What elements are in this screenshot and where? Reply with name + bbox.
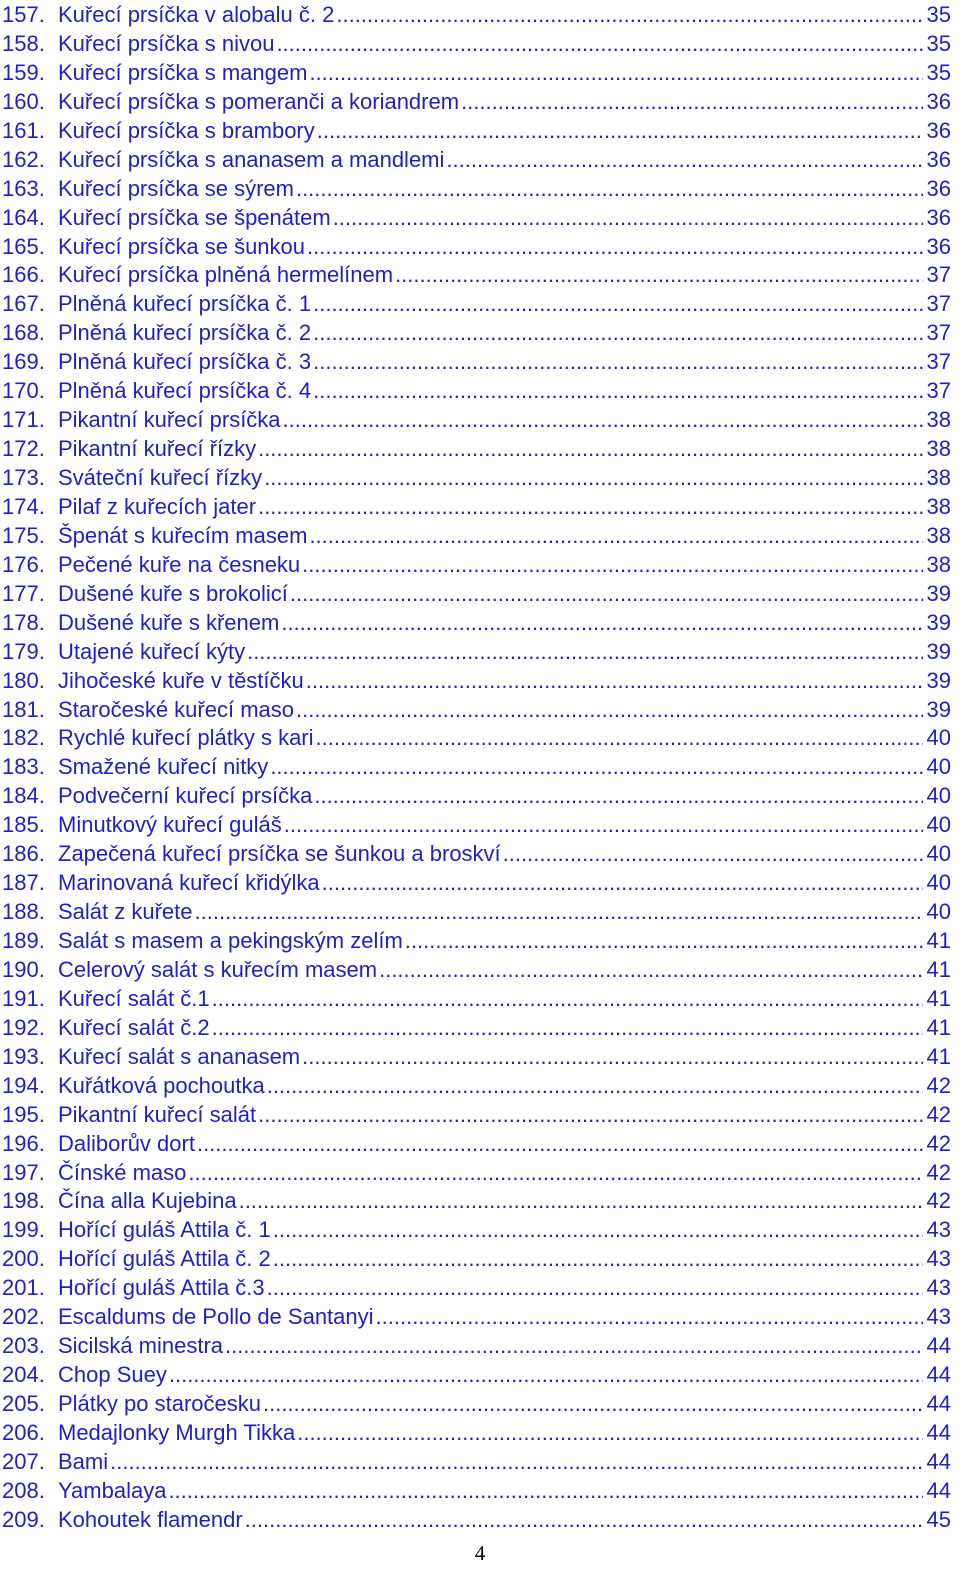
toc-entry-number: 187. [2,870,45,896]
toc-entry-title[interactable]: Kuřecí prsíčka se sýrem [58,175,294,201]
toc-entry-page[interactable]: 42 [926,1101,951,1127]
toc-entry-number: 165. [2,233,45,259]
toc-entry-title[interactable]: Plněná kuřecí prsíčka č. 3 [58,349,312,375]
toc-entry-page[interactable]: 40 [926,870,951,896]
toc-entry-page[interactable]: 35 [926,2,951,27]
toc-entry-number: 196. [2,1130,45,1156]
toc-entry-page[interactable]: 44 [926,1477,951,1503]
toc-dot-leader [395,261,923,290]
toc-dot-leader [245,1506,923,1535]
toc-dot-leader [273,1245,923,1274]
toc-entry-number: 166. [2,262,45,288]
toc-dot-leader [273,1216,923,1245]
toc-entry-number: 185. [2,812,45,838]
toc-entry-number: 167. [2,291,45,317]
toc-entry-title[interactable]: Pikantní kuřecí řízky [58,436,257,462]
toc-entry-page[interactable]: 44 [926,1362,951,1388]
toc-entry-number: 174. [2,493,45,519]
toc-entry-number: 159. [2,59,45,85]
page-number: 4 [474,1541,486,1565]
toc-entry-title[interactable]: Kohoutek flamendr [58,1506,243,1532]
toc-entry-title[interactable]: Kuřecí prsíčka s ananasem a mandlemi [58,146,445,172]
toc-entry[interactable] [2,406,951,435]
toc-dot-leader [503,840,923,869]
toc-entry[interactable] [2,956,951,985]
toc-entry-page[interactable]: 40 [926,899,951,925]
toc-entry-number: 198. [2,1188,45,1214]
table-of-contents [2,1,951,1535]
toc-entry-title[interactable]: Hořící guláš Attila č. 2 [58,1246,271,1272]
toc-entry[interactable] [2,204,951,233]
toc-entry-number: 189. [2,928,45,953]
toc-entry-title[interactable]: Rychlé kuřecí plátky s kari [58,725,314,751]
toc-entry-number: 192. [2,1014,45,1040]
toc-dot-leader [195,898,923,927]
toc-entry-page[interactable]: 39 [926,667,951,693]
toc-entry-page[interactable]: 44 [926,1448,951,1474]
toc-dot-leader [314,782,923,811]
toc-entry-number: 181. [2,696,45,722]
toc-entry-number: 169. [2,349,45,375]
toc-entry-number: 175. [2,522,45,548]
toc-dot-leader [276,30,923,59]
toc-entry-number: 206. [2,1419,45,1445]
toc-entry-title[interactable]: Plněná kuřecí prsíčka č. 4 [58,378,312,404]
toc-dot-leader [267,1274,923,1303]
toc-entry-title[interactable]: Daliborův dort [58,1130,195,1156]
toc-dot-leader [336,1,923,30]
toc-entry[interactable] [2,1072,951,1101]
toc-dot-leader [258,1101,923,1130]
toc-entry[interactable] [2,522,951,551]
toc-dot-leader [283,406,923,435]
toc-entry-title[interactable]: Salát z kuřete [58,899,193,925]
toc-entry-number: 157. [2,2,45,27]
toc-entry-number: 194. [2,1072,45,1098]
toc-dot-leader [307,233,923,262]
toc-entry-title[interactable]: Čínské maso [58,1159,187,1185]
toc-entry[interactable] [2,1332,951,1361]
toc-entry-page[interactable]: 37 [926,320,951,346]
toc-dot-leader [376,1303,923,1332]
toc-dot-leader [313,348,923,377]
toc-entry-page[interactable]: 38 [926,493,951,519]
toc-entry[interactable] [2,638,951,667]
toc-dot-leader [264,464,923,493]
toc-entry[interactable] [2,1274,951,1303]
toc-entry-title[interactable]: Kuřecí prsíčka s brambory [58,117,315,143]
toc-entry[interactable] [2,435,951,464]
toc-entry-number: 199. [2,1217,45,1243]
toc-entry-number: 172. [2,436,45,462]
toc-entry-number: 188. [2,899,45,925]
toc-entry-title[interactable]: Salát s masem a pekingským zelím [58,928,403,953]
toc-dot-leader [446,146,923,175]
toc-entry[interactable] [2,1014,951,1043]
toc-entry-title[interactable]: Pečené kuře na česneku [58,551,301,577]
toc-entry-page[interactable]: 41 [926,985,951,1011]
toc-entry-page[interactable]: 39 [926,609,951,635]
toc-entry-page[interactable]: 43 [926,1217,951,1243]
toc-entry[interactable] [2,146,951,175]
toc-entry-title[interactable]: Kuřátková pochoutka [58,1072,265,1098]
toc-entry-title[interactable]: Utajené kuřecí kýty [58,638,246,664]
toc-entry[interactable] [2,811,951,840]
toc-dot-leader [188,1159,923,1188]
toc-entry-page[interactable]: 41 [926,956,951,982]
toc-dot-leader [110,1448,923,1477]
toc-entry-page[interactable]: 37 [926,349,951,375]
toc-entry-title[interactable]: Yambalaya [58,1477,167,1503]
toc-dot-leader [168,1477,923,1506]
toc-entry[interactable] [2,609,951,638]
toc-entry-title[interactable]: Medajlonky Murgh Tikka [58,1419,296,1445]
toc-entry-page[interactable]: 43 [926,1275,951,1301]
toc-entry-title[interactable]: Chop Suey [58,1362,167,1388]
toc-dot-leader [281,609,923,638]
toc-entry-number: 162. [2,146,45,172]
toc-entry[interactable] [2,348,951,377]
toc-entry-title[interactable]: Podvečerní kuřecí prsíčka [58,783,313,809]
toc-entry-page[interactable]: 37 [926,378,951,404]
toc-entry-number: 197. [2,1159,45,1185]
toc-dot-leader [169,1361,923,1390]
toc-entry-page[interactable]: 39 [926,638,951,664]
toc-entry-page[interactable]: 39 [926,696,951,722]
toc-entry[interactable] [2,840,951,869]
toc-entry-number: 201. [2,1275,45,1301]
toc-entry[interactable] [2,1159,951,1188]
toc-entry[interactable] [2,30,951,59]
toc-entry[interactable] [2,1216,951,1245]
toc-entry-page[interactable]: 36 [926,146,951,172]
toc-entry-title[interactable]: Kuřecí prsíčka s nivou [58,30,275,56]
toc-entry-title[interactable]: Kuřecí prsíčka se špenátem [58,204,331,230]
toc-entry-title[interactable]: Bami [58,1448,109,1474]
toc-entry-number: 164. [2,204,45,230]
toc-entry-page[interactable]: 44 [926,1333,951,1359]
toc-dot-leader [212,985,923,1014]
toc-entry[interactable] [2,753,951,782]
toc-entry-page[interactable]: 40 [926,812,951,838]
toc-entry[interactable] [2,377,951,406]
toc-dot-leader [263,1390,923,1419]
toc-entry[interactable] [2,1,951,30]
toc-entry[interactable] [2,782,951,811]
toc-dot-leader [379,956,923,985]
toc-entry-number: 178. [2,609,45,635]
toc-entry[interactable] [2,551,951,580]
toc-entry-number: 163. [2,175,45,201]
toc-entry-number: 180. [2,667,45,693]
toc-entry-title[interactable]: Špenát s kuřecím masem [58,522,308,548]
toc-dot-leader [309,59,923,88]
toc-entry[interactable] [2,1245,951,1274]
toc-entry-title[interactable]: Kuřecí salát č.2 [58,1014,210,1040]
toc-dot-leader [197,1130,923,1159]
toc-entry[interactable] [2,175,951,204]
toc-entry-title[interactable]: Kuřecí prsíčka se šunkou [58,233,306,259]
toc-dot-leader [306,667,923,696]
toc-dot-leader [290,580,923,609]
toc-entry-title[interactable]: Sicilská minestra [58,1333,224,1359]
toc-entry-page[interactable]: 38 [926,551,951,577]
toc-entry[interactable] [2,1419,951,1448]
toc-entry-title[interactable]: Kuřecí prsíčka v alobalu č. 2 [58,2,335,27]
toc-entry-number: 205. [2,1391,45,1416]
toc-entry-number: 176. [2,551,45,577]
toc-entry-title[interactable]: Minutkový kuřecí guláš [58,812,282,838]
toc-dot-leader [267,1072,923,1101]
toc-dot-leader [309,522,923,551]
toc-entry[interactable] [2,898,951,927]
toc-entry-title[interactable]: Zapečená kuřecí prsíčka se šunkou a broskví [58,841,501,867]
toc-dot-leader [302,1043,923,1072]
toc-entry-title[interactable]: Jihočeské kuře v těstíčku [58,667,304,693]
toc-dot-leader [333,204,923,233]
toc-dot-leader [405,927,923,956]
toc-entry-number: 168. [2,320,45,346]
toc-entry-page[interactable]: 37 [926,262,951,288]
toc-entry-page[interactable]: 35 [926,30,951,56]
toc-entry-title[interactable]: Kuřecí salát č.1 [58,985,210,1011]
toc-entry-title[interactable]: Kuřecí prsíčka s mangem [58,59,308,85]
toc-entry-title[interactable]: Smažené kuřecí nitky [58,754,269,780]
toc-entry[interactable] [2,290,951,319]
toc-entry[interactable] [2,1506,951,1535]
toc-dot-leader [247,638,923,667]
toc-entry[interactable] [2,1390,951,1419]
toc-entry-number: 173. [2,465,45,490]
toc-entry-page[interactable]: 41 [926,1014,951,1040]
toc-entry[interactable] [2,464,951,493]
toc-entry[interactable] [2,927,951,956]
toc-entry-number: 204. [2,1362,45,1388]
toc-entry-number: 186. [2,841,45,867]
toc-entry-number: 171. [2,407,45,433]
toc-dot-leader [284,811,923,840]
toc-dot-leader [316,724,923,753]
toc-dot-leader [297,1419,923,1448]
toc-entry-page[interactable]: 42 [926,1072,951,1098]
toc-entry-number: 158. [2,30,45,56]
toc-entry[interactable] [2,696,951,725]
toc-entry-title[interactable]: Hořící guláš Attila č.3 [58,1275,265,1301]
toc-entry-page[interactable]: 41 [926,1043,951,1069]
toc-entry-title[interactable]: Kuřecí salát s ananasem [58,1043,301,1069]
toc-entry-number: 195. [2,1101,45,1127]
toc-entry[interactable] [2,1448,951,1477]
toc-dot-leader [296,696,923,725]
toc-entry-number: 160. [2,88,45,114]
toc-entry[interactable] [2,1101,951,1130]
toc-entry-page[interactable]: 39 [926,580,951,606]
toc-entry-page[interactable]: 44 [926,1419,951,1445]
toc-entry[interactable] [2,1477,951,1506]
toc-entry-title[interactable]: Marinovaná kuřecí křidýlka [58,870,320,896]
toc-entry[interactable] [2,869,951,898]
toc-entry[interactable] [2,1043,951,1072]
toc-entry-number: 182. [2,725,45,751]
toc-entry-page[interactable]: 40 [926,783,951,809]
toc-dot-leader [270,753,923,782]
toc-entry-page[interactable]: 43 [926,1304,951,1330]
toc-dot-leader [313,319,923,348]
toc-entry[interactable] [2,319,951,348]
toc-entry-page[interactable]: 44 [926,1391,951,1416]
toc-entry[interactable] [2,1130,951,1159]
toc-entry-page[interactable]: 38 [926,436,951,462]
toc-entry-page[interactable]: 36 [926,233,951,259]
toc-entry[interactable] [2,493,951,522]
toc-dot-leader [317,117,923,146]
toc-dot-leader [313,377,923,406]
toc-entry-title[interactable]: Kuřecí prsíčka s pomeranči a koriandrem [58,88,460,114]
toc-entry-number: 161. [2,117,45,143]
toc-dot-leader [461,88,923,117]
toc-dot-leader [296,175,923,204]
toc-entry-page[interactable]: 37 [926,291,951,317]
toc-entry-number: 203. [2,1333,45,1359]
toc-entry-number: 200. [2,1246,45,1272]
toc-entry[interactable] [2,1361,951,1390]
toc-entry-number: 190. [2,956,45,982]
toc-entry-title[interactable]: Staročeské kuřecí maso [58,696,294,722]
toc-entry-page[interactable]: 38 [926,407,951,433]
toc-entry-title[interactable]: Pikantní kuřecí prsíčka [58,407,281,433]
toc-dot-leader [313,290,923,319]
toc-dot-leader [302,551,923,580]
toc-entry-page[interactable]: 38 [926,465,951,490]
toc-entry-title[interactable]: Escaldums de Pollo de Santanyi [58,1304,374,1330]
toc-entry[interactable] [2,1303,951,1332]
toc-entry-number: 183. [2,754,45,780]
toc-entry-number: 184. [2,783,45,809]
toc-entry[interactable] [2,88,951,117]
toc-entry-page[interactable]: 36 [926,204,951,230]
toc-entry-page[interactable]: 36 [926,117,951,143]
toc-entry-title[interactable]: Pikantní kuřecí salát [58,1101,257,1127]
toc-entry-number: 170. [2,378,45,404]
toc-entry[interactable] [2,59,951,88]
toc-entry[interactable] [2,1187,951,1216]
toc-entry-title[interactable]: Dušené kuře s křenem [58,609,280,635]
toc-entry-page[interactable]: 36 [926,88,951,114]
toc-entry[interactable] [2,985,951,1014]
toc-entry-page[interactable]: 43 [926,1246,951,1272]
toc-entry-page[interactable]: 41 [926,928,951,953]
toc-entry[interactable] [2,724,951,753]
toc-entry-number: 209. [2,1506,45,1532]
toc-entry-title[interactable]: Dušené kuře s brokolicí [58,580,288,606]
toc-entry-number: 208. [2,1477,45,1503]
toc-entry-page[interactable]: 36 [926,175,951,201]
toc-entry-title[interactable]: Plněná kuřecí prsíčka č. 2 [58,320,312,346]
toc-entry-page[interactable]: 42 [926,1130,951,1156]
toc-dot-leader [322,869,923,898]
toc-entry[interactable] [2,117,951,146]
toc-entry-page[interactable]: 45 [926,1506,951,1532]
toc-dot-leader [212,1014,923,1043]
toc-entry-page[interactable]: 42 [926,1159,951,1185]
toc-entry-number: 207. [2,1448,45,1474]
toc-entry-title[interactable]: Celerový salát s kuřecím masem [58,956,378,982]
toc-entry-title[interactable]: Pilaf z kuřecích jater [58,493,257,519]
toc-entry-page[interactable]: 38 [926,522,951,548]
toc-entry-page[interactable]: 42 [926,1188,951,1214]
toc-entry-title[interactable]: Plněná kuřecí prsíčka č. 1 [58,291,312,317]
toc-entry-page[interactable]: 40 [926,754,951,780]
toc-entry-page[interactable]: 35 [926,59,951,85]
toc-dot-leader [258,435,923,464]
toc-entry-number: 191. [2,985,45,1011]
toc-entry-number: 202. [2,1304,45,1330]
toc-entry-title[interactable]: Kuřecí prsíčka plněná hermelínem [58,262,394,288]
toc-entry-number: 177. [2,580,45,606]
toc-entry[interactable] [2,261,951,290]
toc-dot-leader [239,1187,923,1216]
toc-dot-leader [258,493,923,522]
toc-entry-title[interactable]: Sváteční kuřecí řízky [58,465,263,490]
toc-entry-title[interactable]: Plátky po staročesku [58,1391,261,1416]
toc-entry[interactable] [2,667,951,696]
toc-entry[interactable] [2,580,951,609]
toc-entry-number: 193. [2,1043,45,1069]
toc-entry-page[interactable]: 40 [926,725,951,751]
toc-dot-leader [225,1332,923,1361]
toc-entry-number: 179. [2,638,45,664]
toc-entry-title[interactable]: Čína alla Kujebina [58,1188,237,1214]
toc-entry-page[interactable]: 40 [926,841,951,867]
toc-entry[interactable] [2,233,951,262]
toc-entry-title[interactable]: Hořící guláš Attila č. 1 [58,1217,271,1243]
